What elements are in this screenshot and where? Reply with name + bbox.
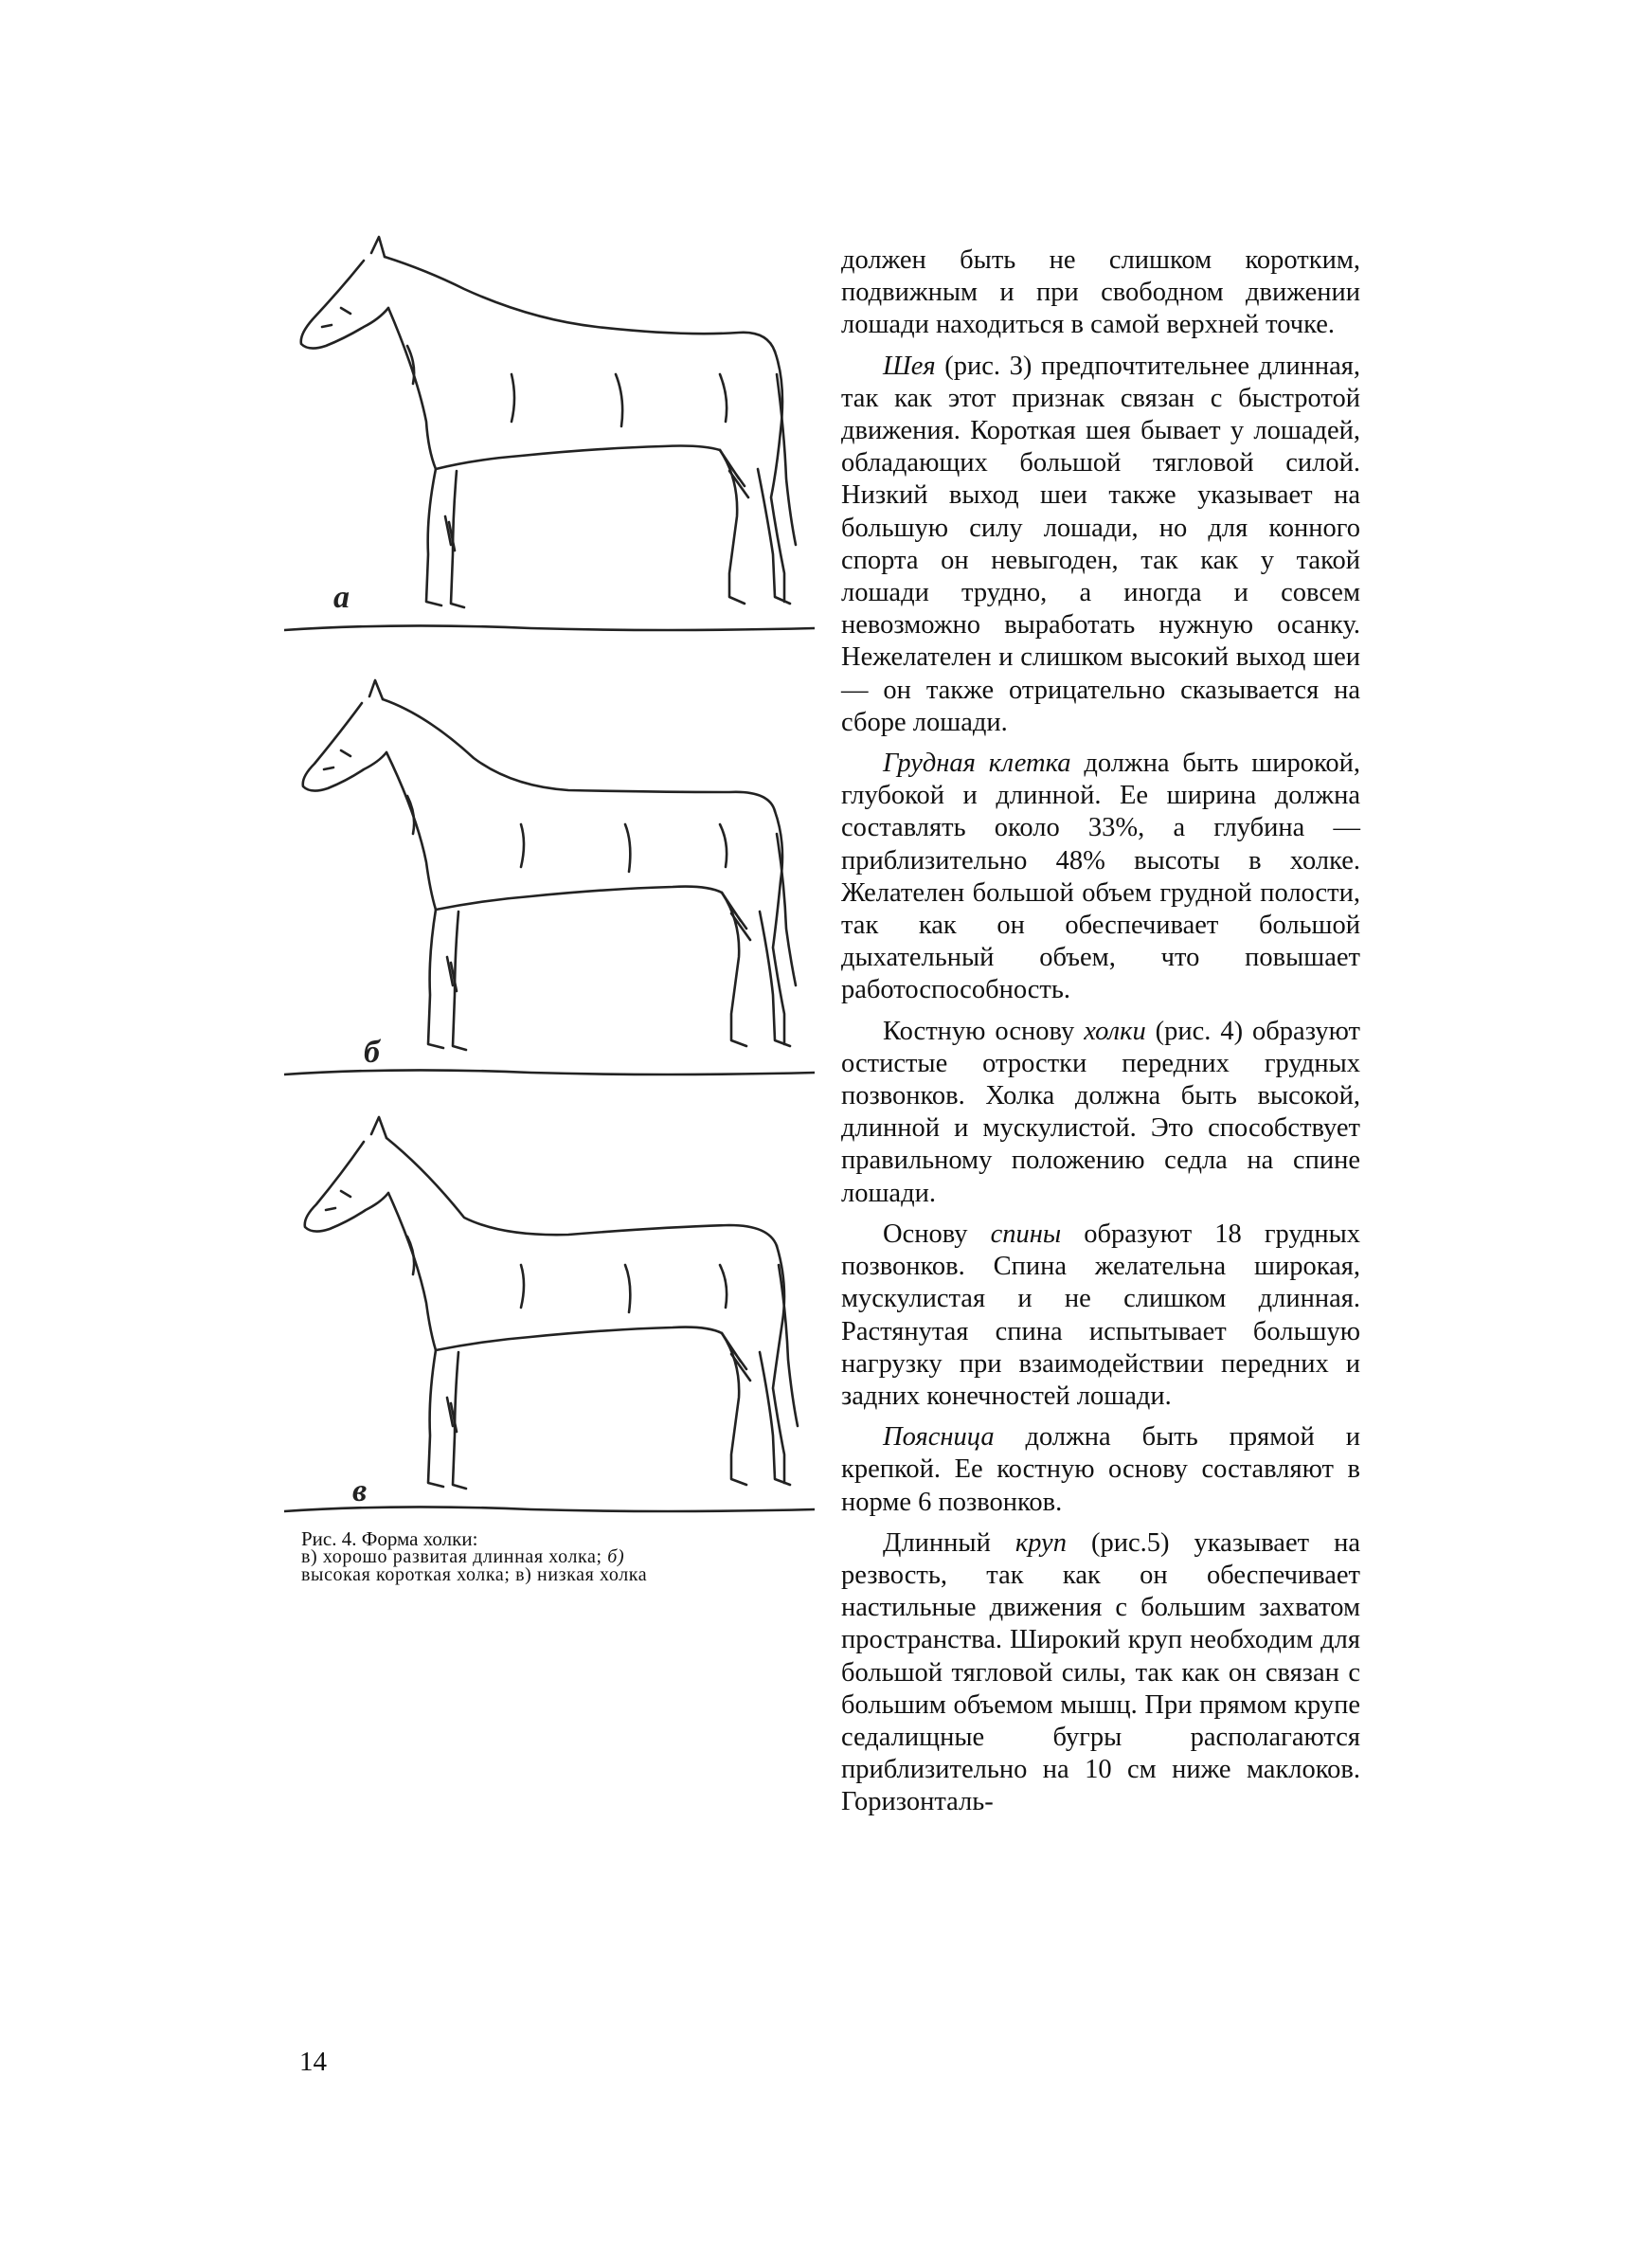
term-croup: круп — [1015, 1527, 1067, 1558]
page-number: 14 — [299, 2047, 327, 2077]
paragraph-neck-text: (рис. 3) предпочтительнее длинная, так как этот признак связан с быстротой движения. Короткая шея бывает у лошадей, обладающих большой тягловой силой. Низкий выход шеи также указывает на большую силу лошади, но для конного спорта он невыгоден, так как у такой лошади трудно, а иногда и совсем невозможно выработать нужную осанку. Нежелателен и слишком высокий выход шеи — он также отрицательно сказывается на сборе лошади. — [841, 351, 1360, 737]
paragraph-back-pre: Основу — [883, 1219, 991, 1249]
term-back: спины — [990, 1219, 1062, 1249]
horse-drawing-a — [284, 232, 815, 640]
paragraph-back — [841, 1219, 1360, 1413]
paragraph-croup-pre: Длинный — [883, 1527, 1015, 1558]
paragraph-chest-text: должна быть широкой, глубокой и длинной. Ее ширина должна составлять около 33%, а глубина — приблизительно 48% высоты в холке. Желателен большой объем грудной полости, так как он обеспечивает большой дыхательный объем, что повышает работоспособность. — [841, 749, 1361, 1005]
term-loin: Поясница — [883, 1422, 995, 1453]
figure-letter-a: а — [333, 580, 350, 615]
caption-line-1-italic: б) — [607, 1546, 625, 1567]
caption-title: Рис. 4. Форма холки: — [301, 1527, 478, 1550]
term-neck: Шея — [883, 351, 936, 381]
paragraph-croup — [841, 1527, 1360, 1819]
caption-line-1-text: в) хорошо развитая длинная холка; — [301, 1546, 608, 1567]
paragraph-loin-text: должна быть прямой и крепкой. Ее костную основу составляют в норме 6 позвонков. — [841, 1422, 1360, 1517]
paragraph-neck — [841, 351, 1360, 739]
horse-drawing-b — [284, 673, 815, 1080]
paragraph-back-text: образуют 18 грудных позвонков. Спина желательна широкая, мускулистая и не слишком длинная. Растянутая спина испытывает большую нагрузку при взаимодействии передних и задних конечностей лошади. — [841, 1219, 1361, 1411]
figure-caption — [301, 1527, 832, 1585]
paragraph-loin — [841, 1421, 1360, 1519]
paragraph-croup-text: (рис.5) указывает на резвость, так как он обеспечивает настильные движения с большим захватом пространства. Широкий круп необходим для большой тягловой силы, так как он связан с большим объемом мышц. При прямом крупе седалищные бугры располагаются приблизительно на 10 см ниже маклоков. Горизонталь- — [841, 1527, 1360, 1817]
figure-letter-b: б — [364, 1035, 380, 1070]
body-text — [841, 244, 1360, 1828]
paragraph-withers-pre: Костную основу — [883, 1016, 1085, 1046]
term-withers: холки — [1084, 1016, 1146, 1046]
horse-c-icon — [284, 1113, 815, 1521]
paragraph-1: должен быть не слишком коротким, подвижным и при свободном движении лошади находиться в самой верхней точке. — [841, 245, 1360, 340]
paragraph-withers — [841, 1016, 1360, 1210]
horse-b-icon — [284, 673, 815, 1080]
caption-line-2: высокая короткая холка; в) низкая холка — [301, 1564, 648, 1585]
horse-drawing-c — [284, 1113, 815, 1521]
paragraph-withers-text: (рис. 4) образуют остистые отростки передних грудных позвонков. Холка должна быть высокой, длинной и мускулистой. Это способствует правильному положению седла на спине лошади. — [841, 1016, 1360, 1208]
term-chest: Грудная клетка — [883, 749, 1071, 779]
horse-a-icon — [284, 232, 815, 640]
figure-letter-c: в — [352, 1473, 368, 1508]
paragraph-chest — [841, 748, 1360, 1007]
